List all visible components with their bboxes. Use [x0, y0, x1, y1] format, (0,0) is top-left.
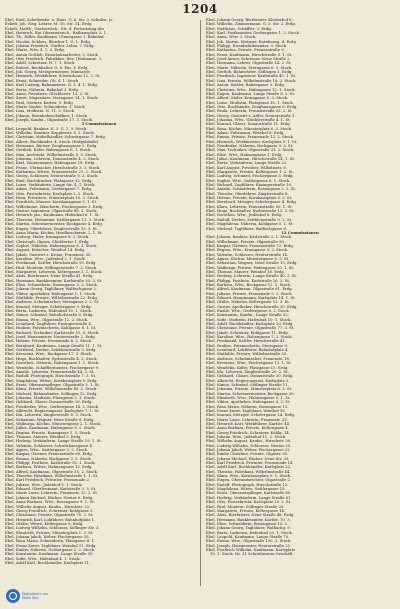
left-column: [5, 18, 193, 586]
directory-entry: Ebel, Marie Luise, Lehrerin, Frauenstr. 25.: [206, 417, 288, 422]
directory-entry: Ebel, Katharina, Private, Frauenstraße 9.: [206, 48, 285, 53]
directory-entry: Ebel, Friederike, Näherin, Bockgasse 9. 3. St.: [206, 143, 294, 148]
directory-entry: Ebel, Julius, Kaufmann, Hafengasse 9. 2. Stock.: [5, 426, 96, 431]
directory-entry: Ebel, Rudolf, Photograph, Hirschstraße 7. 3. St.: [5, 374, 97, 379]
directory-entry: Ebel, Emilie Christine, Private, Olgastr. 95.: [206, 452, 289, 457]
directory-entry: Ebel, Theresia, Hebamme, Sattlergasse 11. 2. Stock.: [5, 217, 106, 222]
directory-entry: Ebel, Johann Friedrich, Gürtler, Lehm. 7. Erdg.: [5, 44, 95, 49]
directory-entry: Ebel, Joh. Georg, Metzgermeister, Mansarde: [5, 70, 90, 75]
directory-entry: Ebel, Adolf Karl, Buchhändler, Karlsplatz 22.: [206, 465, 292, 470]
directory-entry: Ebel, Josef Anton, Schreiner, Neue Straße 2.: [206, 57, 291, 62]
directory-entry: Ebel, Rosa Maria, Näherin, Rosengasse 11.: [206, 404, 289, 409]
directory-entry: Ebel, Josef, Hausmeister, Neutorstraße 2. Erdg.: [5, 335, 96, 340]
directory-entry: Ebel, Paula, Lehrerin, Frauenstraße 33. 2. St.: [206, 109, 293, 114]
directory-entry: Ebel, Ida, Lehrerin, Zinglerstraße 20. 2. St.: [206, 369, 289, 374]
directory-entry: Ebel, Johann Georg, Taglöhner, Walfischg. 9.: [206, 526, 291, 531]
directory-entry: Ebel, Karl Friedrich, Privatier, Promenade 2.: [5, 478, 91, 483]
directory-entry: Ebel, Franz, Uhrmacher, Hirschstraße 3. 1. Stock.: [5, 165, 101, 170]
directory-entry: Ebel, Karoline, Wtw., Rabengasse 7. 2. Stock.: [206, 335, 293, 340]
logo-line-1: Digitalisiert von: [22, 592, 49, 596]
directory-entry: Ebel, Amalie, Schneiderin, Rosengasse 2. 3. St.: [206, 187, 297, 192]
directory-entry: Ebel, Valentin, Schlosser, Neutorstraße 14.: [206, 252, 289, 257]
directory-entry: Ebel, Max, Architekt, Wilhelmstraße 5. 3. Stock.: [5, 152, 98, 157]
directory-entry: Ebel, Emma, Wtw., Olgastraße 100. 2. Stock.: [206, 539, 292, 544]
directory-entry: Ebel, Theodor, Oberlehrer, Zinglerstraße 8.: [206, 191, 289, 196]
directory-entry: Ebel, Pauline, Putzmacherin, Sterngasse 9.: [206, 343, 289, 348]
directory-entry: Ebel, Hedwig, Verkäuferin, Lange Straße 61.: [206, 495, 292, 500]
directory-entry: Ebel, Elisabeth, Wtw., Hahnengasse 5. 1. St.: [206, 395, 291, 400]
directory-entry: Ebel, Martin, Schreinermeister, Bockgasse 4. Erdg.: [5, 222, 104, 227]
directory-entry: Ebel, Luise, Modistin, Platzgasse 10. 1. Stock.: [206, 100, 294, 105]
directory-entry: Ebel, Helene, Private, Kornhausplatz 3. 2. St.: [206, 196, 293, 201]
section-heading: 12 Commissionen: [281, 230, 319, 235]
directory-entry: Ebel, Sophie, Näherin, Hahnengasse 6. 3. Stock.: [5, 243, 98, 248]
directory-entry: Ebel, Marie, Wtw. 4. 1. 3. Erdg.: [5, 48, 65, 53]
directory-entry: Ebel, Anna, Privatiere, Glöcklerstr. 13. 2. St.: [5, 91, 90, 96]
directory-entry: Ebel, Ferdinand, Sattler, Hirschstraße 41.: [206, 339, 286, 344]
directory-entry: Ebel, Magdalena, Witwe, Kornhausplatz 5. Erdg.: [5, 378, 98, 383]
directory-entry: Ebel, Martin, Schreinermeister, Bockgasse 20.: [206, 391, 295, 396]
directory-entry: Ebel, Viktor, Apotheker, Hafengasse 1. 1. Stock.: [5, 291, 97, 296]
directory-entry: Ebel, Hermann, Bankbeamter, Karlstraße 30. 3. St.: [5, 278, 103, 283]
directory-entry: Ebel, Otto, Postsekretär, Karlsplatz 2. 2. Stock.: [5, 191, 95, 196]
directory-entry: Ebel, Joseph, Kaufm., Olgastraße 17. 3. Stock.: [5, 117, 94, 122]
directory-entry: Ebel, Anna, Wtw. 2. Stock.: [206, 35, 257, 40]
directory-entry: Ebel, Heinrich, Werkführer, Schwörhaus 12. 2. St.: [5, 74, 101, 79]
directory-entry: Ebel, Marie Luise, Lehrerin, Frauenstr. 12. 2. St.: [5, 491, 99, 496]
directory-entry: Ebel, Karoline, Wtw., Judenhof 2. 1. Stock.: [5, 256, 86, 261]
directory-entry: Ebel, Leopold, Bankier. N. 3. G. 1. 9. Stock.: [5, 126, 88, 131]
directory-entry: Ebel, Christoph, Gipser, Glöcklertor 1. Erdg.: [5, 239, 90, 244]
directory-entry: Ebel, Franz Xaver, Taglöhner, Weinhof 11. Erdg.: [5, 543, 97, 548]
directory-entry: Eckelt, Matth., Gastwirtsch., Str. 4. Fortsetzung des: [5, 26, 105, 31]
directory-entry: Ebel, Johann Michael, Bäcker, Neutor 6. Erdg.: [5, 495, 94, 500]
directory-entry: Ebel, Wendelin, Küfer, Platzgasse 15. Erdg.: [206, 365, 289, 370]
page-number: 1204: [182, 2, 218, 16]
directory-entry: Ebel, Johann, Bankier, Karlstraße 2. 1. Stock.: [206, 235, 293, 240]
directory-entry: Ebel, Adolf Karl, Buchhändler, Karlsplatz 11.: [5, 560, 91, 565]
directory-entry: Ebel, Philipp, Postbote, Karlstraße 26. 3. St.: [206, 278, 291, 283]
directory-entry: Ebel, Johann Georg, Bierbrauer. Klosterhof 6.: [206, 18, 293, 22]
directory-entry: Ebel, Alfred, Kaufmann, Olgastraße 55. 2. Stock.: [5, 469, 98, 474]
directory-entry: Ebel, Ernst, Oberamtspfleger, Olgastraße 3. 1. St.: [5, 382, 101, 387]
directory-entry: Ebel, Wilhelmine, Wäscherin, Fischergasse 3. Erdg.: [5, 204, 104, 209]
directory-entry: Ebel, Albert, Maler, Kramgasse 5. 3. Stock.: [206, 96, 289, 101]
directory-entry: Ebel, Magdalena, Witwe, Sattlergasse 15.: [206, 487, 286, 492]
directory-entry: Ebel, Heinrich, Rat Oberamtsrich., Rathausplatz 3. 1.: [5, 31, 108, 36]
directory-entry: Ebel, Karl, Zimmermann, Hafengasse 18. Erdg.: [5, 161, 96, 166]
directory-entry: Ebel, Konrad, Metzger, Schelergasse 9. Erdg.: [5, 304, 92, 309]
directory-entry: Ebel, Paul, Monteur, Söflinger Straße 20.: [206, 504, 285, 509]
directory-entry: Ebel, Hermann, Bäcker, Zeughausgasse 2. Erdg.: [5, 143, 98, 148]
directory-entry: Ebel, Philipp, Postbote, Karlstraße 18. 1. Stock.: [5, 461, 96, 466]
directory-entry: Ebel, Alois, Bierbrauer, Neue Straße 48. Erdg.: [206, 513, 295, 518]
directory-entry: Ebel, Lina, Private, Wilhelmstraße 18. 2. Stock.: [206, 78, 297, 83]
column-divider: [200, 20, 201, 586]
directory-entry: Ebel, Johanna, Private, Münsterplatz 8. 3. St.: [206, 387, 293, 392]
directory-entry: Ebel, Emil, Buchdrucker, Platzgasse 12. Erdg.: [5, 178, 93, 183]
directory-entry: Eckelt, Joh. Sieg. Lehrer. M. 16. Str. 14. Erdg.: [5, 22, 93, 27]
directory-entry: Ebel, Kaspar, Gärtner, Frauenstraße 72. Erdg.: [206, 243, 294, 248]
logo-icon: [6, 589, 20, 603]
directory-entry: Ebel, Sebastian, Wagner, Neue Straße 8. Erdg.: [5, 417, 95, 422]
directory-entry: Ebel, Otto, Postsekretär, Karlsplatz 25. 2. St.: [206, 500, 292, 505]
directory-entry: Ebel, August, Kutscher, Weinhof 14. Erdg.: [5, 248, 86, 253]
directory-entry: Ebel, Johann Michael, Bäcker, Neue Str. 33.: [206, 456, 290, 461]
directory-entry: Ebel, Eugen, Oberlehrer, Zinglerstraße 15. 3. St.: [5, 226, 99, 231]
directory-entry: Ebel, Theodor, Fabrikant, Wilhelmstraße 44.: [206, 469, 291, 474]
directory-entry: Ebel, Emma, Private, Promenade 12. 2. Stock.: [206, 135, 295, 140]
directory-entry: Ebel, Agnes, Köchin, Münstergasse 5. 3. St.: [206, 256, 290, 261]
directory-entry: Ebel, Xaver, Magazinier, Sterngasse 14. 1. Stock.: [5, 96, 99, 101]
directory-entry: Ebel, Alfred, Kaufmann, Olgastraße 61. Erdg.: [206, 287, 293, 292]
directory-entry: Ebel, Magdalena, Näherin, Kohlgasse 5. 1. St.: [206, 222, 294, 227]
logo-text: [22, 592, 48, 600]
directory-entry: Ebel, Otto Friedrich, Fabrikbes. Bes. (Hofmann). 1.: [5, 57, 103, 62]
directory-entry: Ebel, Emilie, Wtw., Gerbergasse 8. 2. Stock.: [206, 309, 290, 314]
directory-entry: Ebel, Th., Hiller, Kaufmann, Ulmergasse 1. Bahnhof: [5, 35, 104, 40]
directory-entry: Ebel, Georg, Schlosser, Neutorstraße 9. 3. Stock.: [5, 174, 99, 179]
digitization-logo: [6, 587, 68, 605]
directory-entry: Ebel, Berta, Ladnerin, Hafenbad 20. 1. Stock.: [206, 530, 293, 535]
directory-entry: Ebel, Marie, Näherin, Sterngasse 6. 3. Stock.: [206, 65, 293, 70]
directory-entry: Ebel, Ernst, Oberamtspfleger, Karlstraße 60.: [206, 491, 292, 496]
directory-entry: Ebel, Konstantin, Kaufmann, Lange Straße 30.: [5, 552, 94, 557]
directory-entry: Ebel, Anton, Sattler, Rabengasse 3. Erdg.: [206, 83, 285, 88]
directory-entry: Ebel, Katharina, Witwe, Frauenstraße 21. 2. Stock.: [5, 170, 103, 175]
directory-entry: Ebel, Eduard, Oberleutnant, Karlstraße 3. 3. St.: [5, 487, 97, 492]
directory-entry: Ebel, Kaspar, Gärtner, Frauenstraße 60. Erdg.: [5, 452, 93, 457]
directory-entry: Ebel, Leopold, Kaufmann, Lange Straße 70.: [206, 534, 290, 539]
directory-entry: Ebel, Margarete, Lehrerin, Keltergasse 3. 1. Stock.: [5, 269, 103, 274]
directory-entry: Ebel, Dorothea, Wtw., Judenhof 8. Erdg.: [206, 213, 283, 218]
section-heading: 5 Commissionen: [81, 122, 117, 127]
directory-entry: Ebel, Albrecht, Regierungsrat, Karlsplatz 3.: [206, 378, 290, 383]
directory-entry: Ebel, Emilie, Näherin, Gerbergasse 2. 2. Stock.: [5, 547, 96, 552]
directory-entry: Ebel, Thomas, Maurer, Weinhof 16. Erdg.: [206, 269, 285, 274]
directory-entry: Ebel, Franz Xaver, Taglöhner, Weinhof 19.: [206, 408, 286, 413]
directory-entry: Ebel, Adam, Fuhrmann, Gerbergasse 7. Erdg.: [5, 187, 93, 192]
directory-entry: Ebel, Johann, Eisenbahnschaffner, 1. Stock: [5, 113, 87, 118]
directory-entry: Ebel, Eduard, Hauptmann, Karlsplatz 14. 1. St.: [206, 296, 296, 300]
directory-entry: Ebel, Anna Maria, Köchin, Herdbruckerstr. 2. 1. St.: [5, 230, 103, 235]
directory-entry: Ebel, Berta, Ladnerin, Hafenbad 15. 1. Stock.: [5, 309, 92, 314]
directory-entry: Ebel, Georg Friedrich, Schreiner, Kohlg. 14.: [206, 430, 290, 435]
directory-entry: Ebel, Andreas, Schuhmacher, Frauenstr. 18.: [206, 356, 291, 361]
directory-entry: Ebel, Nicolai, Schloss, Bleicher 1. G. 1. Erdg.: [5, 39, 91, 44]
directory-entry: Ebel, Hermann, Bankbeamter, Karlstr. 70. 3.: [206, 517, 291, 522]
directory-entry: Ebel, Mathilde, Private, Wilhelmstraße 22. Erdg.: [5, 296, 98, 300]
directory-entry: Ebel, Ludwig, Maler, Kramgasse 8. 2. Stock.: [5, 235, 90, 240]
directory-entry: Ebel, Johanna, Modistin, Platzgasse 3. 1. Stock.: [5, 395, 96, 400]
directory-entry: Ebel, Albert, Buchbinder, 4. Stock. (Hofgebäude): [5, 139, 99, 144]
directory-entry: Ebel, Sofie, Wtw., Hafenbad 4. 1. Stock.: [5, 556, 81, 561]
directory-entry: Ebel, Joseph, Hausmeister, Neutorstraße 25.: [206, 543, 292, 548]
directory-entry: Ebel, Gebhard, Glaser, Donaustraße 30. Erdg.: [206, 374, 294, 379]
directory-entry: Ebel, Richard, Techniker, Karlstraße 51. 3. Stock.: [5, 330, 100, 335]
directory-entry: Ebel, Emil, Scheibenbe. u. Hans. G. 6. Str. 3. Schulen. Jr.: [5, 18, 114, 22]
directory-entry: Ebel, Viktor, Apotheker, Hafengasse 3. 2. St.: [206, 400, 291, 405]
directory-entry: Ebel, Anton Gottlob, Eisenbahnarbeiter, 3. Stock: [5, 52, 98, 57]
directory-entry: Ebel, Hugo, Buchhalter, Syrlinstraße 12. 3. St.: [206, 209, 295, 214]
directory-entry: Ebel, Walburga, Private, Hafengasse 20. 1. St.: [206, 265, 295, 270]
directory-entry: Ebel, Regina, Private, Kramgasse 1. 3. Stock.: [5, 430, 92, 435]
directory-entry: Ebel, Richard, Zugführer, Ensingerstraße 10.: [206, 183, 293, 188]
directory-entry: Ebel, Walburga, Köchin, Münstergasse 2. 1. Stock.: [5, 421, 102, 426]
directory-entry: Ebel, Gottfried, Dreher, Zeitblomstraße 3. Erdg.: [5, 348, 97, 353]
directory-entry: Ebel, Berta, Näherin. Bahnhof 3. Erdg.: [5, 87, 80, 92]
directory-entry: Ebel, Christiane, Private, Olgastraße 70. 2. St.: [5, 513, 94, 518]
directory-entry: Ebel, Heinrich Karl, Werkführer, Karlstr. 44.: [206, 421, 291, 426]
directory-entry: Ebel, Robert, Buchhalter. G. 8. Ein. 3. Erdg.: [5, 65, 89, 70]
directory-entry: Ebel, Sebastian, Wagner, Neue Straße 15. Erdg.: [206, 261, 298, 266]
directory-entry: Ebel, Juliane, Wtw., Judenhof 11. 2. Stock.: [206, 435, 287, 439]
directory-entry: Ebel, Georg, Gastwirt z. Adler, Neutorstraße 1.: [206, 113, 296, 118]
directory-entry: Ebel, Theodor, Fabrikant, Wilhelmstraße 1. 1. St.: [5, 474, 99, 479]
directory-entry: Ebel, Albrecht, Regierungsrat, Karlsplatz 7. 1. St.: [5, 408, 100, 413]
directory-entry: Ebel, Ottilie, Näherin, Keltergasse 12. 3. St.: [206, 300, 290, 305]
directory-entry: Ebel, Karl Friedrich, Privatier, Promenade 14.: [206, 461, 294, 466]
directory-entry: Ebel, Ida, Lehrerin, Zinglerstraße 6. 3. Stock.: [5, 413, 93, 418]
directory-entry: Ebel, Johann Jakob, Weber, Fischergasse 22.: [206, 448, 291, 453]
directory-entry: Ebel, Georg Friedrich, Schreiner, Kohlgasse 2.: [5, 508, 94, 513]
directory-entry: Ebel, Adam, Fuhrmann, Weinhof 8. Erdg.: [206, 130, 285, 135]
directory-entry: Ebel, Rosa, Köchin, Münsterplatz 6. 3. Stock.: [206, 126, 293, 131]
directory-entry: Ebel, Simon, Schmied, Söflinger Straße 11.: [206, 382, 289, 387]
directory-entry: Ebel, Kreszenz, Wtw., Bockgasse 17. 3. Stock.: [5, 352, 93, 357]
directory-entry: Ebel, Michael, Bahnarbeiter, Söflingen 12. Erdg.: [5, 391, 98, 396]
directory-entry: Ebel, Matthäus, Schäffler. 3. Erdg.: [206, 26, 272, 31]
directory-entry: Ebel, Johann Georg, Taglöhner, Walfischgasse 2.: [5, 287, 97, 292]
directory-entry: Ebel, Helene, Private, Promenade 6. 2. Stock.: [5, 339, 93, 344]
directory-entry: Ebel, Joh. Martin, Metzger, Kornhausg. 4. Erdg.: [206, 39, 298, 44]
directory-entry: Ebel, Paul, Gärtner, Karlstr. 9. Erdg.: [5, 100, 74, 105]
directory-entry: Ebel, Rosa, Privatiere, Münsterplatz 10. 3. Stock.: [5, 196, 100, 201]
directory-entry: Ebel, Amalie, Lehrerin, Frauenstraße 44. 2. St.: [5, 369, 95, 374]
directory-entry: Ebel, Marie Sophie, Schneiderin, 1. Stock: [5, 104, 85, 109]
directory-entry: Ebel, Hugo, Buchhalter, Syrlinstraße 4. 2. Stock.: [5, 356, 98, 361]
directory-entry: Ebel, Johann Jakob, Weber, Fischergasse 20.: [5, 534, 90, 539]
directory-entry: Ebel, Barbara, Witwe, Hahnengasse 12. Erdg.: [5, 465, 93, 470]
directory-entry: Ebel, Gebhard, Glaser, Donaustraße 20. Erdg.: [5, 400, 93, 405]
directory-entry: Ebel, Ernst, Schneider. Ob. 4. 1. Stock: [5, 78, 79, 83]
directory-entry: Ebel, Juliane, Wtw., Judenhof 5. 1. Stock.: [5, 482, 83, 487]
directory-entry: Ebel, Elise, Schneiderin, Rosengasse 5. 2. Stock.: [5, 282, 98, 287]
directory-entry: Ebel, Regina, Wtw., Kramgasse 9. 2. Stock.: [206, 248, 289, 253]
directory-entry: Ebel, Karl Ludwig, Bahnmeister. G. 3. 4. 1. Erdg.: [5, 83, 98, 88]
directory-entry: Ebel, Rosina, Näherin, Bockgasse 3. 3. Stock.: [5, 456, 92, 461]
directory-entry: Ebel, Konrad, Metzger, Schelergasse 14. Erdg.: [206, 413, 296, 418]
directory-entry: Ebel, Leonhard, Lokführer, Bahnhofplatz 4.: [206, 348, 289, 353]
directory-entry: Ebel, Konrad, Glaser, Donaustraße 11. Erdg.: [206, 122, 291, 127]
directory-entry: Ebel, Otto, Buchbinder, Zeughausgasse 6. Erdg.: [206, 104, 298, 109]
directory-entry: Ebel, Wilhelm August, Kaufm., Hirschstr. 22.: [5, 504, 91, 509]
directory-entry: Ebel, Ludwig Wilhelm, Schlosser, Neutor 20.: [206, 443, 292, 448]
directory-entry: Ebel, Friederike, Wtw., Gerbergasse 14. 2. Stock.: [5, 404, 100, 409]
directory-entry: Ebel, Klara, Lehrerin, Frauenstraße 50. 1. St.: [206, 204, 293, 209]
logo-line-2: Stadt Ulm: [22, 596, 39, 600]
directory-entry: Ebel, Hedwig, Verkäuferin, Lange Straße 19. 1. St.: [5, 439, 102, 444]
directory-entry: Ebel, Andreas, Schuhmacher, Sterngasse 2. 2. St.: [5, 300, 100, 305]
directory-entry: Ebel, Karl August, Privatier, Wilhelmstr. 9.: [206, 165, 287, 170]
directory-entry: Ebel, Christine, Wtw., Hafengasse 12. 1. Stock.: [206, 87, 296, 92]
directory-entry: Ebel, Ernst, Kaufmann, Hirschstraße 5. 1. St.: [206, 52, 293, 57]
directory-entry: Ebel, Michael, Taglöhner, Walfischgasse 6.: [206, 226, 288, 231]
directory-entry: Ebel, Klara, Wtw., Kornhausplatz 9. 1. Stock.: [206, 474, 292, 479]
directory-entry: Ebel, Wilhelm, Rentner. Kepplerstr. 8. 2. Stock.: [5, 130, 95, 135]
directory-entry: Ebel, Ludwig Wilhelm, Schlosser, Söflinger Str. 3.: [5, 526, 100, 531]
directory-entry: Ebel, Sophie, Wtw., Sattlergasse 8. 1. Stock.: [206, 178, 291, 183]
directory-entry: Ebel, Hedwig, Lehrerin, Lange Straße 40. 2. St.: [206, 274, 298, 279]
directory-entry: Ebel, Elise, Schneiderin, Rosengasse 15. 2.: [206, 521, 289, 526]
directory-entry: Ebel, Johanna, Wtw., Glöcklerstraße 4. 1. St.: [206, 117, 291, 122]
directory-entry: Ebel, Rosa Maria, Schneiderin, Platzgasse 8. 1.: [5, 539, 96, 544]
directory-entry: Ebel, Eugen, Kaufmann, Lange Straße 8. 2. St.: [206, 91, 296, 96]
directory-entry: Ebel, Emma, Wtw., Olgastraße 12. 2. Stock.: [5, 317, 89, 322]
directory-entry: Ebel, Julius, Kaufmann, Hirschstraße 14. 1. St.: [206, 157, 296, 161]
directory-entry: Ebel, Sofie, Modistin, Hafenbad 10. 1. Stock.: [206, 317, 292, 322]
directory-entry: Ebel, Karl, Postbeamter, Gerbergasse 1. 2. Stock.: [206, 31, 301, 36]
directory-entry: Ebel, Eugen, Oberamtsrichter, Olgastraße 2.: [206, 478, 292, 483]
directory-entry: Ebel, Wendelin, Schäfflermeister, Fischergasse 9.: [5, 365, 100, 370]
directory-entry: Ebel, Friedrich Wilhelm, Kaufmann, Karlsplatz: [206, 547, 295, 552]
directory-entry: Ebel, Klara, Private, Wilhelmstraße 40. 2. Stock.: [5, 387, 98, 392]
directory-entry: Ebel, Berta, Verkäuferin, Lange Straße 22.: [206, 161, 288, 166]
directory-entry: Ebel, Alois, Bierbrauer, Neue Straße 41. Erdg.: [5, 274, 94, 279]
directory-entry: Ebel, Thomas, Maurer, Weinhof 3. Erdg.: [5, 435, 82, 439]
directory-entry: Ebel, Jakob, Schreiner, Kohlgasse 11. Erdg.: [206, 330, 289, 335]
directory-entry: Ebel, Juliane, Private, Promenade 9. 2. Stock.: [206, 291, 293, 296]
directory-entry: Ebel, Wilhelm August, Kaufm., Hirschstr. 50.: [206, 439, 292, 444]
directory-entry: Ebel, Elisabeth, Private, Münsterplatz 1. 3. St.: [5, 530, 94, 535]
directory-entry: Ebel, Hermann, Lehrer, Olgastraße 14. 2. St.: [206, 61, 292, 66]
directory-entry: Ebel, Gottlieb, Küfer, Rabengasse 6. 1. Stock.: [5, 148, 92, 153]
directory-entry: Ebel, Philipp, Eisenbahnbeamter, 3. Stock: [206, 44, 287, 49]
directory-entry: Ebel, Simon, Schmied, Bahnhofstraße 6. Erdg.: [5, 313, 94, 318]
directory-entry: Ebel, Pauline, Putzmacherin, Kohlgasse 8. 1. St.: [5, 326, 97, 331]
directory-entry: Ebel, Wilhelmine, Private, Olgastraße 90.: [206, 239, 285, 244]
directory-entry: Ebel, Anna Barbara, Private, Keltergasse 4.: [206, 426, 289, 431]
directory-entry: Ebel, Dorothea, Näherin, Rabengasse 1. 1. Stock.: [5, 361, 100, 366]
directory-entry: Ebel, Gustav, Apotheker, Hirschstraße 30. Erdg.: [206, 304, 298, 309]
directory-entry: 30. 1. Stock. Nr. 31 Schreibwaren-Geschäft.: [210, 552, 294, 557]
directory-entry: Ebel, Christian, Möbelhändler, Schwörgasse 7. Erdg.: [5, 135, 106, 140]
directory-entry: Ebel, Gustav, Ingenieur, Olgastraße 88. 2. Stock.: [5, 209, 98, 214]
directory-entry: Ebel, Max, Techniker, Olgastraße 31. 2. Stock.: [206, 148, 295, 153]
directory-entry: Ebel, Barbara, Wtw., Bockgasse 12. 1. Stock.: [206, 282, 292, 287]
directory-entry: Ebel, Ottilie, Witwe, Keltergasse 8. Erdg.: [5, 521, 84, 526]
directory-entry: Ebel, Valentin, Schlosser, Schwörhausgasse 4.: [5, 443, 94, 448]
directory-entry: Ebel, Christiane, Private, Olgastraße 77. 3. St.: [206, 326, 295, 331]
directory-entry: Ebel, Elise, Wtw., Hahnengasse 1. Erdg.: [206, 152, 283, 157]
directory-entry: Ebel, Kreszenz, Wtw., Fischergasse 13. 1. St.: [206, 361, 292, 366]
directory-entry: Ebel, Ludwig, Schmied, Fischergasse 5. Erdg.: [206, 174, 294, 179]
directory-entry: Ebel, Heinrich Karl, Lokführer, Bahnhofplatz 1.: [5, 517, 96, 522]
directory-entry: Ebel, Anna Barbara, Wtw., Rosengasse 9. 1. St.: [5, 500, 95, 505]
right-column: [206, 18, 394, 586]
directory-entry: Ebel, Margarete, Private, Keltergasse 14.: [206, 508, 286, 513]
directory-entry: Ebel, Lina, Modistin. N. 11. 3. Stock: [5, 109, 74, 114]
directory-entry: Ebel, Leonhard, Zugführer, Ensingerstraße 4.: [5, 322, 93, 327]
directory-entry: Ebel, Bernhard, Metzger, Schelergasse 4. Erdg.: [206, 200, 297, 205]
directory-entry: Ebel, Friedrich, Maurer, Kornhausgasse 5. 1. St.: [5, 200, 98, 205]
directory-entry: Ebel, Gottlob, Bahnwärter, Söflingen 2. Erdg.: [206, 70, 293, 75]
directory-entry: Ebel, Luise, Verkäuferin, Lange Str. 4. 1. Stock.: [5, 183, 96, 188]
directory-entry: Ebel, Mathilde, Private, Wilhelmstraße 33.: [206, 352, 288, 357]
directory-entry: Ebel, Friedrich, Ingenieur, Karlstraße 40. 1. St.: [206, 74, 297, 79]
directory-entry: Ebel, Agnes, Wtw., Sattlergasse 2. 2. Stock.: [5, 448, 89, 453]
directory-entry: Ebel, Ferdinand, Sattler, Hirschstraße 19. Erdg.: [5, 261, 97, 266]
directory-entry: Ebel, Rudolf, Dreher, Zeitblomstraße 9. 2. St.: [206, 217, 293, 222]
directory-entry: Ebel, Paul, Monteur, Söflingerstraße 7. 2. Stock.: [5, 265, 98, 270]
directory-entry: Ebel, Heinrich, Werkmeister, Karlsplatz 9. 1. St.: [206, 139, 298, 144]
directory-entry: Ebel, Wilhelm, Zimmermann. G. 5. Str. 2. Erdg.: [206, 22, 296, 27]
directory-entry: Ebel, Margarete, Private, Keltergasse 1. 2. St.: [206, 170, 294, 175]
directory-entry: Ebel, Heinrich jun., Kaufmann, Hafenbad 6. 1. St.: [5, 213, 100, 218]
directory-entry: Ebel, Konstantin, Kaufm., Lange Straße 52.: [206, 313, 289, 318]
directory-entry: Ebel, Johanna, Lehrerin, Donaustraße 4. 2. Stock.: [5, 157, 100, 161]
directory-entry: Ebel, Adolf, Schreiner. N. 7. 1. Stock: [5, 61, 75, 66]
directory-entry: Ebel, Rudolf, Photograph, Hirschstraße 12.: [206, 482, 289, 487]
directory-entry: Ebel, Jakob, Gastwirt z. Krone, Frauenstr. 30.: [5, 252, 92, 257]
directory-entry: Ebel, Adolf, Buchhändler, Karlsplatz 20. Erdg.: [206, 322, 294, 327]
directory-entry: Ebel, Bernhard, Kaufmann, Lange Straße 11. 1. St.: [5, 343, 103, 348]
